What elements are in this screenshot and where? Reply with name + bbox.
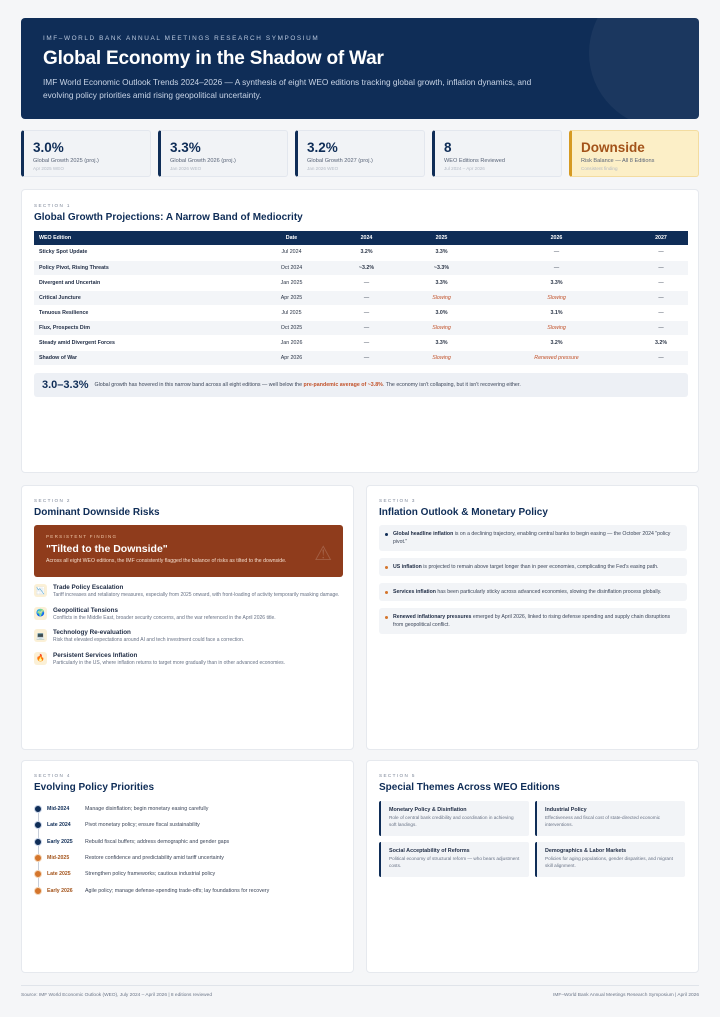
timeline-text: Restore confidence and predictability amid tariff uncertainty bbox=[85, 855, 224, 862]
theme-card bbox=[379, 842, 529, 877]
table-row bbox=[34, 275, 688, 290]
value-cell: 3.2% bbox=[329, 245, 404, 260]
timeline-date: Early 2026 bbox=[47, 887, 73, 894]
risk-item bbox=[34, 652, 341, 668]
value-cell: ~3.2% bbox=[329, 260, 404, 275]
timeline-date: Mid-2025 bbox=[47, 855, 70, 862]
theme-card bbox=[535, 801, 685, 836]
table-row bbox=[34, 320, 688, 335]
timeline-text: Pivot monetary policy; ensure fiscal sustainability bbox=[85, 822, 200, 829]
inflation-item-text: is on a declining trajectory, enabling central banks to begin easing — the October 2024 "policy pivot." bbox=[393, 531, 671, 545]
column-header: WEO Edition bbox=[34, 231, 254, 245]
value-cell: 3.3% bbox=[404, 275, 479, 290]
footer-event: IMF–World Bank Annual Meetings Research Symposium | April 2026 bbox=[553, 993, 699, 998]
inflation-item bbox=[379, 558, 687, 576]
warning-icon: ⚠ bbox=[314, 543, 332, 565]
theme-title: Monetary Policy & Disinflation bbox=[389, 807, 467, 813]
edition-cell: Shadow of War bbox=[34, 350, 254, 365]
value-cell: — bbox=[634, 320, 688, 335]
edition-cell: Flux, Prospects Dim bbox=[34, 320, 254, 335]
risk-text: Conflicts in the Middle East, broader security concerns, and the war referenced in the April 2026 title. bbox=[53, 614, 276, 621]
kpi-label: Global Growth 2025 (proj.) bbox=[33, 158, 99, 164]
inflation-item bbox=[379, 583, 687, 601]
growth-band-callout bbox=[34, 373, 688, 397]
timeline-date: Early 2025 bbox=[47, 838, 73, 845]
chart-down-icon: 📉 bbox=[34, 584, 47, 597]
risk-title: Persistent Services Inflation bbox=[53, 651, 138, 659]
band-value: 3.0–3.3% bbox=[42, 378, 89, 391]
table-row bbox=[34, 290, 688, 305]
value-cell: — bbox=[329, 275, 404, 290]
timeline-date: Late 2025 bbox=[47, 871, 71, 878]
risk-text: Risk that elevated expectations around AI and tech investment could face a correction. bbox=[53, 637, 245, 643]
value-cell: 3.3% bbox=[404, 335, 479, 350]
kpi-value: 3.3% bbox=[170, 140, 201, 155]
band-text-a: Global growth has hovered in this narrow band across all eight editions — well below the bbox=[94, 381, 304, 388]
inflation-item-bold: US inflation bbox=[393, 564, 422, 570]
column-header: 2024 bbox=[329, 231, 404, 245]
inflation-item-bold: Services inflation bbox=[393, 589, 436, 595]
kpi-value: 3.2% bbox=[307, 140, 338, 155]
theme-text: Policies for aging populations, gender disparities, and migrant skill alignment. bbox=[545, 856, 673, 868]
kpi-card-risk bbox=[569, 130, 699, 177]
theme-text: Political economy of structural reform — who bears adjustment costs. bbox=[389, 856, 520, 868]
theme-title: Industrial Policy bbox=[545, 807, 587, 813]
section-title: Evolving Policy Priorities bbox=[34, 782, 155, 793]
value-cell: Slowing bbox=[479, 320, 634, 335]
inflation-item-text: is projected to remain above target longer than in peer economies, complicating the Fed's easing path. bbox=[421, 564, 659, 570]
section-inflation bbox=[366, 485, 699, 750]
date-cell: Jul 2024 bbox=[254, 245, 329, 260]
kpi-label: Global Growth 2026 (proj.) bbox=[170, 158, 236, 164]
themes-grid bbox=[379, 801, 686, 877]
value-cell: — bbox=[329, 350, 404, 365]
timeline-date: Mid-2024 bbox=[47, 806, 70, 813]
value-cell: — bbox=[329, 320, 404, 335]
risk-item bbox=[34, 584, 341, 600]
value-cell: — bbox=[329, 305, 404, 320]
value-cell: — bbox=[634, 245, 688, 260]
edition-cell: Policy Pivot, Rising Threats bbox=[34, 260, 254, 275]
inflation-item-bold: Global headline inflation bbox=[393, 531, 454, 537]
value-cell: — bbox=[634, 275, 688, 290]
timeline-item bbox=[34, 882, 341, 898]
timeline-dot-icon bbox=[34, 870, 42, 878]
timeline-item bbox=[34, 817, 341, 833]
globe-icon: 🌍 bbox=[34, 607, 47, 620]
inflation-item-bold: Renewed inflationary pressures bbox=[393, 614, 472, 620]
risk-item bbox=[34, 607, 341, 623]
value-cell: Slowing bbox=[479, 290, 634, 305]
band-text-b: . The economy isn't collapsing, but it isn't recovering either. bbox=[382, 381, 521, 388]
table-row bbox=[34, 350, 688, 365]
header-subtitle: IMF World Economic Outlook Trends 2024–2026 — A synthesis of eight WEO editions tracking global growth, inflation dynamics, and evolving policy priorities amid rising geopolitical uncertainty. bbox=[43, 77, 532, 100]
date-cell: Jan 2026 bbox=[254, 335, 329, 350]
timeline-text: Rebuild fiscal buffers; address demographic and gender gaps bbox=[85, 838, 230, 845]
date-cell: Apr 2026 bbox=[254, 350, 329, 365]
risk-title: Trade Policy Escalation bbox=[53, 584, 124, 591]
date-cell: Apr 2025 bbox=[254, 290, 329, 305]
value-cell: — bbox=[634, 305, 688, 320]
edition-cell: Sticky Spot Update bbox=[34, 245, 254, 260]
timeline-item bbox=[34, 801, 341, 817]
date-cell: Jan 2025 bbox=[254, 275, 329, 290]
value-cell: — bbox=[329, 335, 404, 350]
section-title: Dominant Downside Risks bbox=[34, 507, 160, 518]
laptop-icon: 💻 bbox=[34, 629, 47, 642]
column-header: 2026 bbox=[479, 231, 634, 245]
kpi-note: Jul 2024 – Apr 2026 bbox=[444, 166, 485, 171]
date-cell: Jul 2025 bbox=[254, 305, 329, 320]
finding-title: "Tilted to the Downside" bbox=[46, 543, 168, 555]
kpi-note: Apr 2025 WEO bbox=[33, 166, 64, 171]
kpi-label: Global Growth 2027 (proj.) bbox=[307, 158, 373, 164]
timeline-text: Agile policy; manage defense-spending trade-offs; lay foundations for recovery bbox=[85, 887, 270, 894]
timeline-date: Late 2024 bbox=[47, 822, 71, 829]
kpi-note: Consistent finding bbox=[581, 166, 618, 171]
section-eyebrow: SECTION 4 bbox=[34, 773, 71, 778]
timeline-text: Manage disinflation; begin monetary easing carefully bbox=[85, 806, 209, 813]
edition-cell: Steady amid Divergent Forces bbox=[34, 335, 254, 350]
finding-eyebrow: PERSISTENT FINDING bbox=[46, 534, 118, 539]
kpi-card bbox=[295, 130, 425, 177]
value-cell: — bbox=[634, 260, 688, 275]
value-cell: 3.1% bbox=[479, 305, 634, 320]
growth-table bbox=[34, 231, 688, 366]
section-title: Inflation Outlook & Monetary Policy bbox=[379, 507, 548, 518]
policy-timeline bbox=[34, 801, 341, 899]
table-row bbox=[34, 305, 688, 320]
value-cell: 3.2% bbox=[634, 335, 688, 350]
column-header: Date bbox=[254, 231, 329, 245]
section-eyebrow: SECTION 5 bbox=[379, 773, 416, 778]
value-cell: — bbox=[479, 260, 634, 275]
edition-cell: Divergent and Uncertain bbox=[34, 275, 254, 290]
kpi-note: Jan 2026 WEO bbox=[170, 166, 202, 171]
inflation-item-text: has been particularly sticky across advanced economies, slowing the disinflation process globally. bbox=[435, 589, 662, 595]
page-title: Global Economy in the Shadow of War bbox=[43, 48, 384, 69]
value-cell: Slowing bbox=[404, 320, 479, 335]
kpi-card bbox=[21, 130, 151, 177]
section-growth bbox=[21, 189, 699, 473]
section-eyebrow: SECTION 3 bbox=[379, 498, 416, 503]
value-cell: 3.3% bbox=[479, 275, 634, 290]
timeline-dot-icon bbox=[34, 887, 42, 895]
timeline-dot-icon bbox=[34, 854, 42, 862]
value-cell: — bbox=[329, 290, 404, 305]
risk-title: Technology Re-evaluation bbox=[53, 629, 131, 636]
theme-card bbox=[379, 801, 529, 836]
date-cell: Oct 2025 bbox=[254, 320, 329, 335]
timeline-dot-icon bbox=[34, 805, 42, 813]
band-text bbox=[94, 382, 520, 388]
risk-item bbox=[34, 629, 341, 645]
theme-title: Social Acceptability of Reforms bbox=[389, 848, 470, 854]
table-row bbox=[34, 260, 688, 275]
timeline-text: Strengthen policy frameworks; cautious industrial policy bbox=[85, 871, 216, 878]
fire-icon: 🔥 bbox=[34, 652, 47, 665]
value-cell: Renewed pressure bbox=[479, 350, 634, 365]
kpi-label: Risk Balance — All 8 Editions bbox=[581, 158, 655, 164]
timeline-item bbox=[34, 866, 341, 882]
column-header: 2025 bbox=[404, 231, 479, 245]
theme-title: Demographics & Labor Markets bbox=[545, 848, 627, 854]
value-cell: 3.3% bbox=[404, 245, 479, 260]
section-themes bbox=[366, 760, 699, 973]
finding-text: Across all eight WEO editions, the IMF consistently flagged the balance of risks as tilted to the downside. bbox=[46, 558, 287, 564]
section-policy bbox=[21, 760, 354, 973]
value-cell: Slowing bbox=[404, 350, 479, 365]
inflation-item-text: emerged by April 2026, linked to rising defense spending and supply chain disruptions from geopolitical conflict. bbox=[393, 614, 671, 628]
risk-text: Tariff increases and retaliatory measures, especially from 2025 onward, with front-loading of activity temporarily masking damage. bbox=[53, 592, 340, 598]
kpi-row bbox=[21, 130, 699, 177]
footer bbox=[21, 993, 699, 998]
timeline-item bbox=[34, 850, 341, 866]
kpi-card bbox=[158, 130, 288, 177]
timeline-dot-icon bbox=[34, 821, 42, 829]
band-highlight: pre-pandemic average of ~3.8% bbox=[303, 381, 383, 388]
timeline-item bbox=[34, 834, 341, 850]
section-eyebrow: SECTION 2 bbox=[34, 498, 71, 503]
table-row bbox=[34, 245, 688, 260]
table-header-row bbox=[34, 231, 688, 245]
kpi-value: Downside bbox=[581, 140, 645, 155]
theme-card bbox=[535, 842, 685, 877]
theme-text: Role of central bank credibility and coordination in achieving soft landings. bbox=[389, 815, 514, 827]
footer-divider bbox=[21, 985, 699, 986]
risk-title: Geopolitical Tensions bbox=[53, 606, 118, 614]
value-cell: 3.2% bbox=[479, 335, 634, 350]
inflation-item bbox=[379, 525, 687, 551]
section-risks bbox=[21, 485, 354, 750]
value-cell: — bbox=[634, 290, 688, 305]
value-cell: ~3.3% bbox=[404, 260, 479, 275]
kpi-note: Jan 2026 WEO bbox=[307, 166, 339, 171]
value-cell: 3.0% bbox=[404, 305, 479, 320]
edition-cell: Tenuous Resilience bbox=[34, 305, 254, 320]
edition-cell: Critical Juncture bbox=[34, 290, 254, 305]
persistent-finding-banner bbox=[34, 525, 343, 577]
kpi-card bbox=[432, 130, 562, 177]
risk-text: Particularly in the US, where inflation returns to target more gradually than in other advanced economies. bbox=[53, 659, 286, 666]
table-row bbox=[34, 335, 688, 350]
kpi-value: 3.0% bbox=[33, 140, 64, 155]
column-header: 2027 bbox=[634, 231, 688, 245]
value-cell: Slowing bbox=[404, 290, 479, 305]
date-cell: Oct 2024 bbox=[254, 260, 329, 275]
inflation-item bbox=[379, 608, 687, 634]
section-title: Special Themes Across WEO Editions bbox=[379, 782, 560, 793]
footer-source: Source: IMF World Economic Outlook (WEO), July 2024 – April 2026 | 8 editions reviewed bbox=[21, 993, 212, 998]
kpi-value: 8 bbox=[444, 140, 452, 155]
timeline-dot-icon bbox=[34, 838, 42, 846]
value-cell: — bbox=[479, 245, 634, 260]
kpi-label: WEO Editions Reviewed bbox=[444, 158, 505, 164]
theme-text: Effectiveness and fiscal cost of state-directed economic interventions. bbox=[545, 815, 661, 827]
section-eyebrow: SECTION 1 bbox=[34, 203, 71, 208]
header-eyebrow: IMF–WORLD BANK ANNUAL MEETINGS RESEARCH SYMPOSIUM bbox=[43, 35, 320, 42]
hero-header bbox=[21, 18, 699, 119]
value-cell: — bbox=[634, 350, 688, 365]
section-title: Global Growth Projections: A Narrow Band of Mediocrity bbox=[34, 212, 303, 223]
